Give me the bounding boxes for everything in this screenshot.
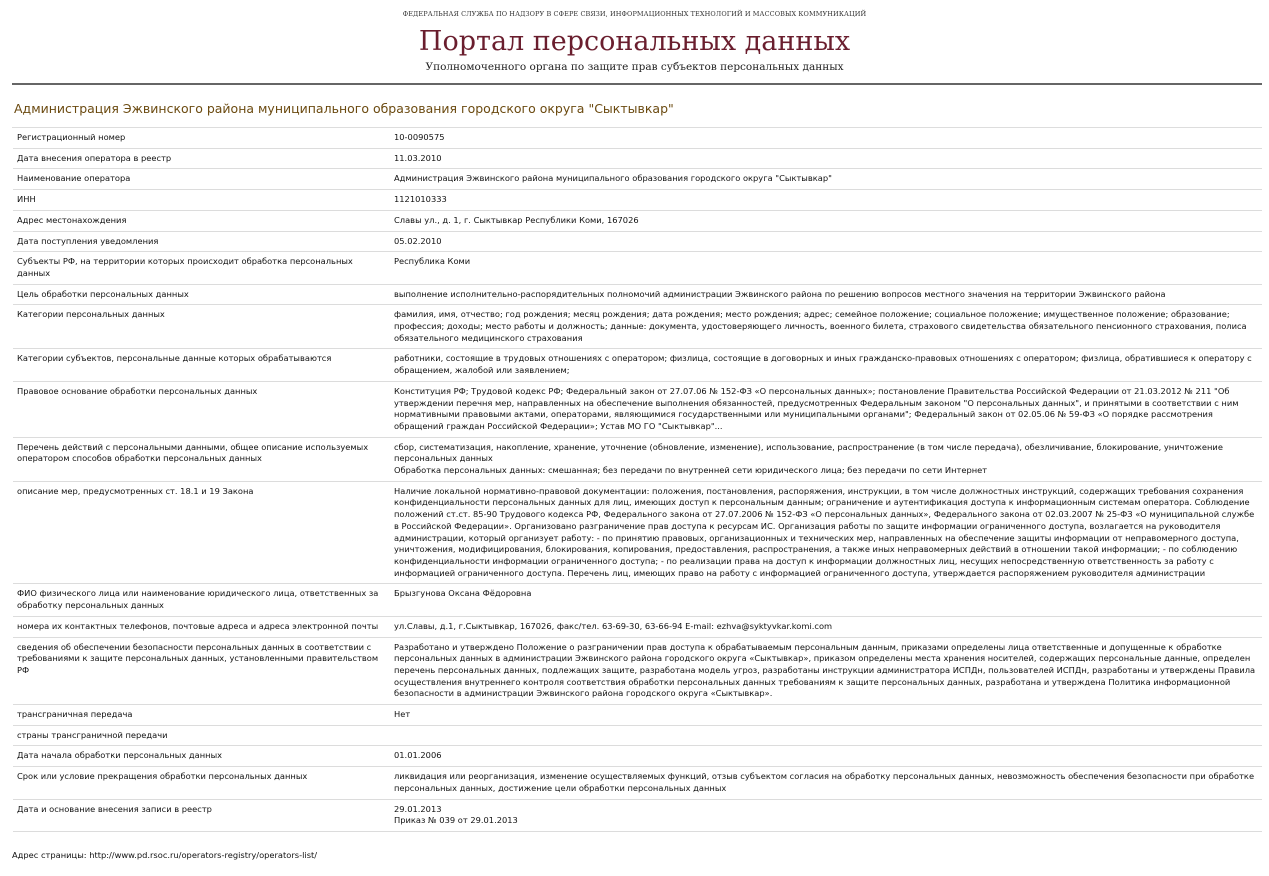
row-value: 11.03.2010 [389, 148, 1262, 169]
row-label: описание мер, предусмотренных ст. 18.1 и 19 Закона [13, 481, 389, 584]
row-value: 10-0090575 [389, 128, 1262, 148]
table-row [13, 437, 1262, 481]
row-label: Адрес местонахождения [13, 210, 389, 231]
agency-name: ФЕДЕРАЛЬНАЯ СЛУЖБА ПО НАДЗОРУ В СФЕРЕ СВЯЗИ, ИНФОРМАЦИОННЫХ ТЕХНОЛОГИЙ И МАССОВЫХ КОММУНИКАЦИЙ [402, 10, 867, 18]
row-value-line: 29.01.2013 [394, 803, 442, 814]
registry-table [13, 128, 1262, 832]
row-value: Брызгунова Оксана Фёдоровна [389, 584, 1262, 616]
table-row [13, 705, 1262, 726]
header-divider [12, 83, 1262, 85]
table-row [13, 252, 1262, 284]
row-value: выполнение исполнительно-распорядительных полномочий администрации Эжвинского района по решению вопросов местного значения на территории Эжвинского района [389, 284, 1262, 305]
row-label: Регистрационный номер [13, 128, 389, 148]
portal-subtitle: Уполномоченного органа по защите прав субъектов персональных данных [425, 61, 844, 73]
row-value: Нет [389, 705, 1262, 726]
row-label: страны трансграничной передачи [13, 725, 389, 746]
row-value: ул.Славы, д.1, г.Сыктывкар, 167026, факс/тел. 63-69-30, 63-66-94 E-mail: ezhva@syktyvkar.komi.com [389, 616, 1262, 637]
row-value: 01.01.2006 [389, 746, 1262, 767]
row-value: Разработано и утверждено Положение о разграничении прав доступа к обрабатываемым персональным данным, приказами определены лица ответственные и допущенные к обработке персональных данных в администрации Эжвинского района городского округа «Сыктывкар», приказом определены места хранения носителей, содержащих персональные данные, определен перечень персональных данных, подлежащих защите, разработана модель угроз, разработаны инструкции администратора ИСПДн, пользователей ИСПДн, разработаны и утверждены Правила осуществления внутреннего контроля соответствия обработки персональных данных требованиям к защите персональных данных, разработана и утверждена Политика информационной безопасности в администрации Эжвинского района городского округа «Сыктывкар». [389, 637, 1262, 705]
row-label: ФИО физического лица или наименование юридического лица, ответственных за обработку персональных данных [13, 584, 389, 616]
row-label: ИНН [13, 190, 389, 211]
table-row [13, 190, 1262, 211]
row-value: фамилия, имя, отчество; год рождения; месяц рождения; дата рождения; место рождения; адрес; семейное положение; социальное положение; имущественное положение; образование; профессия; доходы; место работы и должность; данные: документа, удостоверяющего личность, военного билета, страхового свидетельства обязательного пенсионного страхования, полиса обязательного медицинского страхования [389, 305, 1262, 349]
row-value: Конституция РФ; Трудовой кодекс РФ; Федеральный закон от 27.07.06 № 152-ФЗ «О персональных данных»; постановление Правительства Российской Федерации от 21.03.2012 № 211 "Об утверждении перечня мер, направленных на обеспечение выполнения обязанностей, предусмотренных Федеральным законом "О персональных данных", и принятыми в соответствии с ним нормативными правовыми актами, операторами, являющимися государственными или муниципальными органами"; Федеральный закон от 02.05.06 № 59-ФЗ «О порядке рассмотрения обращений граждан Российской Федерации»; Устав МО ГО "Сыктывкар"... [389, 381, 1262, 437]
row-value: 1121010333 [389, 190, 1262, 211]
row-value [389, 799, 1262, 831]
operator-title: Администрация Эжвинского района муниципального образования городского округа "Сыктывкар" [14, 101, 674, 116]
row-label: Дата начала обработки персональных данных [13, 746, 389, 767]
row-value [389, 437, 1262, 481]
table-row [13, 148, 1262, 169]
table-row [13, 767, 1262, 799]
table-row [13, 637, 1262, 705]
table-row [13, 481, 1262, 584]
row-label: номера их контактных телефонов, почтовые адреса и адреса электронной почты [13, 616, 389, 637]
table-row [13, 381, 1262, 437]
row-value: Наличие локальной нормативно-правовой документации: положения, постановления, распоряжения, инструкции, в том числе должностных инструкций, содержащих требования сохранения конфиденциальности персональных данных для лиц, имеющих доступ к персональным данным; ограничение и аутентификация доступа к информационным системам оператора. Соблюдение положений ст.ст. 85-90 Трудового кодекса РФ, Федерального закона от 27.07.2006 № 152-ФЗ «О персональных данных», Федерального закона от 02.03.2007 № 25-ФЗ «О муниципальной службе в Российской Федерации». Организовано разграничение прав доступа к ресурсам ИС. Организация работы по защите информации ограниченного доступа, возлагается на руководителя администрации, который организует работу: - по принятию правовых, организационных и технических мер, направленных на обеспечение защиты информации от неправомерного доступа, уничтожения, модифицирования, блокирования, копирования, предоставления, распространения, а также иных неправомерных действий в отношении такой информации; - по соблюдению конфиденциальности информации ограниченного доступа; - по реализации права на доступ к информации должностных лиц, несущих непосредственную ответственность за работу с информацией ограниченного доступа. Перечень лиц, имеющих право на работу с информацией ограниченного доступа, утверждается распоряжением руководителя администрации [389, 481, 1262, 584]
page-address-label: Адрес страницы: [12, 849, 87, 860]
table-row [13, 349, 1262, 381]
table-row [13, 305, 1262, 349]
row-label: Дата и основание внесения записи в реестр [13, 799, 389, 831]
table-row [13, 284, 1262, 305]
row-label: Субъекты РФ, на территории которых происходит обработка персональных данных [13, 252, 389, 284]
row-label: Наименование оператора [13, 169, 389, 190]
row-value: ликвидация или реорганизация, изменение осуществляемых функций, отзыв субъектом согласия на обработку персональных данных, невозможность обеспечения безопасности при обработке персональных данных, достижение цели обработки персональных данных [389, 767, 1262, 799]
row-label: Дата внесения оператора в реестр [13, 148, 389, 169]
table-row [13, 210, 1262, 231]
row-label: Перечень действий с персональными данными, общее описание используемых оператором способов обработки персональных данных [13, 437, 389, 481]
table-row [13, 128, 1262, 148]
table-row [13, 169, 1262, 190]
row-value: Администрация Эжвинского района муниципального образования городского округа "Сыктывкар" [389, 169, 1262, 190]
table-row [13, 725, 1262, 746]
row-value: Республика Коми [389, 252, 1262, 284]
table-row [13, 584, 1262, 616]
page-header [0, 0, 1269, 74]
table-row [13, 799, 1262, 831]
row-label: трансграничная передача [13, 705, 389, 726]
row-value: Славы ул., д. 1, г. Сыктывкар Республики Коми, 167026 [389, 210, 1262, 231]
row-value: работники, состоящие в трудовых отношениях с оператором; физлица, состоящие в договорных и иных гражданско-правовых отношениях с оператором; физлица, обратившиеся к оператору с обращением, жалобой или заявлением; [389, 349, 1262, 381]
row-label: сведения об обеспечении безопасности персональных данных в соответствии с требованиями к защите персональных данных, установленными правительством РФ [13, 637, 389, 705]
row-label: Категории субъектов, персональные данные которых обрабатываются [13, 349, 389, 381]
row-value [389, 725, 1262, 746]
table-row [13, 616, 1262, 637]
row-label: Срок или условие прекращения обработки персональных данных [13, 767, 389, 799]
row-label: Дата поступления уведомления [13, 231, 389, 252]
row-label: Правовое основание обработки персональных данных [13, 381, 389, 437]
row-label: Категории персональных данных [13, 305, 389, 349]
table-row [13, 746, 1262, 767]
row-value-line: сбор, систематизация, накопление, хранение, уточнение (обновление, изменение), использование, распространение (в том числе передача), обезличивание, блокирование, уничтожение персональных данных [394, 441, 1223, 464]
page-address [12, 849, 1269, 861]
row-value: 05.02.2010 [389, 231, 1262, 252]
row-value-line: Приказ № 039 от 29.01.2013 [394, 815, 518, 826]
row-label: Цель обработки персональных данных [13, 284, 389, 305]
page-address-url[interactable]: http://www.pd.rsoc.ru/operators-registry/operators-list/ [89, 849, 318, 860]
table-row [13, 231, 1262, 252]
row-value-line: Обработка персональных данных: смешанная; без передачи по внутренней сети юридического лица; без передачи по сети Интернет [394, 465, 988, 476]
portal-title: Портал персональных данных [418, 26, 851, 57]
